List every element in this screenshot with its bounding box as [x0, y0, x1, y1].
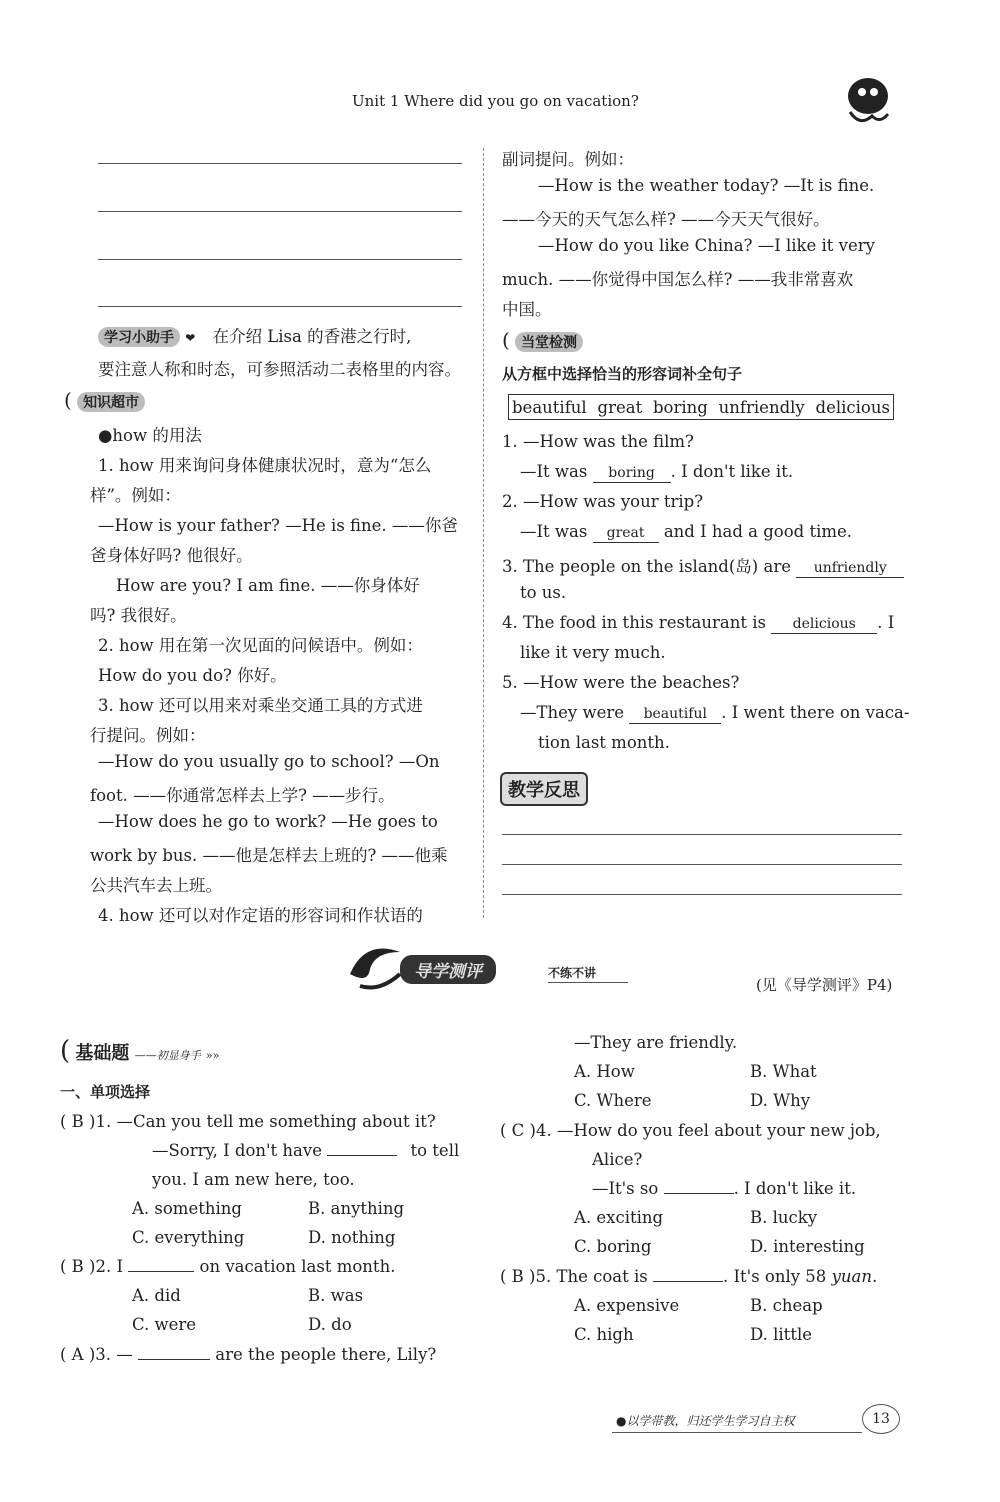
answer-mark: ( A ): [60, 1345, 96, 1364]
word-option: great: [597, 397, 643, 417]
page-number: 13: [862, 1404, 900, 1434]
text-line: —How do you usually go to school? —On: [98, 752, 440, 771]
question-4: ( C )4. —How do you feel about your new job,: [500, 1121, 881, 1140]
option[interactable]: D. interesting: [750, 1237, 865, 1256]
option[interactable]: C. everything: [132, 1228, 245, 1247]
banner-rule: [548, 982, 628, 983]
question-line: Alice?: [592, 1150, 643, 1169]
answer-mark: ( B ): [500, 1267, 536, 1286]
writing-line: [502, 894, 902, 895]
text-line: 1. how 用来询问身体健康状况时，意为“怎么: [98, 456, 432, 475]
text-line: —How is your father? —He is fine. ——你爸: [98, 516, 458, 535]
option[interactable]: B. anything: [308, 1199, 405, 1218]
text-line: 中国。: [502, 300, 552, 319]
exercise-line: 4. The food in this restaurant is delicious . I: [502, 613, 895, 632]
option[interactable]: D. nothing: [308, 1228, 396, 1247]
exercise-line: tion last month.: [538, 733, 670, 752]
basics-heading: ( 基础题 ——初显身手 »»: [60, 1036, 220, 1066]
writing-line: [98, 211, 462, 212]
answer-blank[interactable]: [327, 1155, 397, 1156]
option[interactable]: C. high: [574, 1325, 634, 1344]
text-line: ——今天的天气怎么样? ——今天天气很好。: [502, 210, 830, 229]
exercise-line: like it very much.: [520, 643, 666, 662]
instruction: 从方框中选择恰当的形容词补全句子: [502, 365, 743, 383]
text-line: —How do you like China? —I like it very: [538, 236, 875, 255]
question-2: ( B )2. I on vacation last month.: [60, 1257, 396, 1276]
bracket-icon: (: [60, 1036, 71, 1066]
exercise-line: —It was boring . I don't like it.: [520, 462, 794, 481]
answer-blank[interactable]: [653, 1281, 723, 1282]
question-1: ( B )1. —Can you tell me something about it?: [60, 1112, 436, 1131]
text-line: —How is the weather today? —It is fine.: [538, 176, 875, 195]
option[interactable]: A. exciting: [574, 1208, 664, 1227]
text-line: 公共汽车去上班。: [90, 876, 222, 895]
option[interactable]: D. Why: [750, 1091, 811, 1110]
exercise-line: 5. —How were the beaches?: [502, 673, 740, 692]
helper-tag: 学习小助手: [98, 327, 180, 347]
footer-rule: [612, 1432, 862, 1433]
writing-line: [502, 834, 902, 835]
answer-blank[interactable]: unfriendly: [796, 559, 904, 578]
question-line: —Sorry, I don't have to tell: [152, 1141, 460, 1160]
writing-line: [98, 259, 462, 260]
text-line: —How does he go to work? —He goes to: [98, 812, 438, 831]
answer-blank[interactable]: great: [593, 524, 659, 543]
answer-blank[interactable]: [138, 1359, 210, 1360]
word-option: boring: [653, 397, 708, 417]
option[interactable]: A. How: [574, 1062, 635, 1081]
text-line: foot. ——你通常怎样去上学? ——步行。: [90, 786, 395, 805]
answer-blank[interactable]: boring: [593, 464, 671, 483]
text-line: ●how 的用法: [98, 426, 202, 445]
mascot-icon: [830, 72, 900, 132]
answer-blank[interactable]: beautiful: [629, 705, 721, 724]
answer-mark: ( B ): [60, 1112, 96, 1131]
text-line: 爸身体好吗? 他很好。: [90, 546, 253, 565]
text-line: 副词提问。例如：: [502, 150, 634, 169]
banner-ref: (见《导学测评》P4): [756, 976, 893, 994]
word-option: beautiful: [512, 397, 587, 417]
text-line: How do you do? 你好。: [98, 666, 287, 685]
chevron-icon: »»: [205, 1049, 220, 1062]
text-line: 吗? 我很好。: [90, 606, 187, 625]
footer-slogan: ●以学带教，归还学生学习自主权: [616, 1414, 795, 1428]
option[interactable]: C. Where: [574, 1091, 652, 1110]
heart-icon: ❤: [185, 331, 196, 345]
text-line: 2. how 用在第一次见面的问候语中。例如：: [98, 636, 423, 655]
option[interactable]: C. boring: [574, 1237, 652, 1256]
question-line: —They are friendly.: [574, 1033, 738, 1052]
knowledge-heading: ( 知识超市: [64, 388, 145, 412]
column-divider: [483, 148, 484, 918]
writing-line: [98, 306, 462, 307]
option[interactable]: A. did: [132, 1286, 181, 1305]
exercise-line: —They were beautiful . I went there on vaca-: [520, 703, 910, 722]
text-line: 样”。例如：: [90, 486, 181, 505]
option[interactable]: B. lucky: [750, 1208, 818, 1227]
word-option: unfriendly: [718, 397, 805, 417]
unit-title: Unit 1 Where did you go on vacation?: [352, 92, 639, 110]
option[interactable]: A. expensive: [574, 1296, 680, 1315]
banner-title: 导学测评: [400, 955, 496, 984]
helper-text-2: 要注意人称和时态，可参照活动二表格里的内容。: [98, 360, 461, 379]
option[interactable]: A. something: [132, 1199, 242, 1218]
exercise-line: to us.: [520, 583, 567, 602]
question-3: ( A )3. — are the people there, Lily?: [60, 1345, 437, 1364]
writing-line: [98, 163, 462, 164]
reflection-tag: 教学反思: [500, 772, 588, 806]
exercise-line: 3. The people on the island(岛) are unfriendly: [502, 553, 904, 578]
check-heading: ( 当堂检测: [502, 328, 583, 352]
exercise-line: 1. —How was the film?: [502, 432, 694, 451]
helper-text: 在介绍 Lisa 的香港之行时,: [212, 327, 412, 346]
answer-mark: ( B ): [60, 1257, 96, 1276]
text-line: How are you? I am fine. ——你身体好: [116, 576, 420, 595]
writing-line: [502, 864, 902, 865]
option[interactable]: B. was: [308, 1286, 364, 1305]
question-line: —It's so . I don't like it.: [592, 1179, 857, 1198]
answer-blank[interactable]: delicious: [771, 615, 877, 634]
text-line: 行提问。例如：: [90, 726, 206, 745]
word-option: delicious: [815, 397, 890, 417]
exercise-line: 2. —How was your trip?: [502, 492, 704, 511]
answer-blank[interactable]: [664, 1193, 734, 1194]
option[interactable]: D. little: [750, 1325, 812, 1344]
text-line: 4. how 还可以对作定语的形容词和作状语的: [98, 906, 423, 925]
option[interactable]: C. were: [132, 1315, 197, 1334]
text-line: work by bus. ——他是怎样去上班的? ——他乘: [90, 846, 448, 865]
text-line: much. ——你觉得中国怎么样? ——我非常喜欢: [502, 270, 854, 289]
banner-subtitle: 不练不讲: [548, 966, 597, 980]
option[interactable]: B. cheap: [750, 1296, 823, 1315]
question-5: ( B )5. The coat is . It's only 58 yuan.: [500, 1267, 878, 1286]
option[interactable]: B. What: [750, 1062, 817, 1081]
answer-mark: ( C ): [500, 1121, 536, 1140]
text-line: 3. how 还可以用来对乘坐交通工具的方式进: [98, 696, 423, 715]
bracket-icon: (: [64, 388, 72, 412]
option[interactable]: D. do: [308, 1315, 352, 1334]
exercise-line: —It was great and I had a good time.: [520, 522, 853, 541]
helper-block: [98, 323, 411, 347]
bracket-icon: (: [502, 328, 510, 352]
word-box: [508, 394, 894, 420]
question-line: you. I am new here, too.: [152, 1170, 355, 1189]
answer-blank[interactable]: [128, 1271, 194, 1272]
section-title: 一、单项选择: [60, 1083, 151, 1101]
